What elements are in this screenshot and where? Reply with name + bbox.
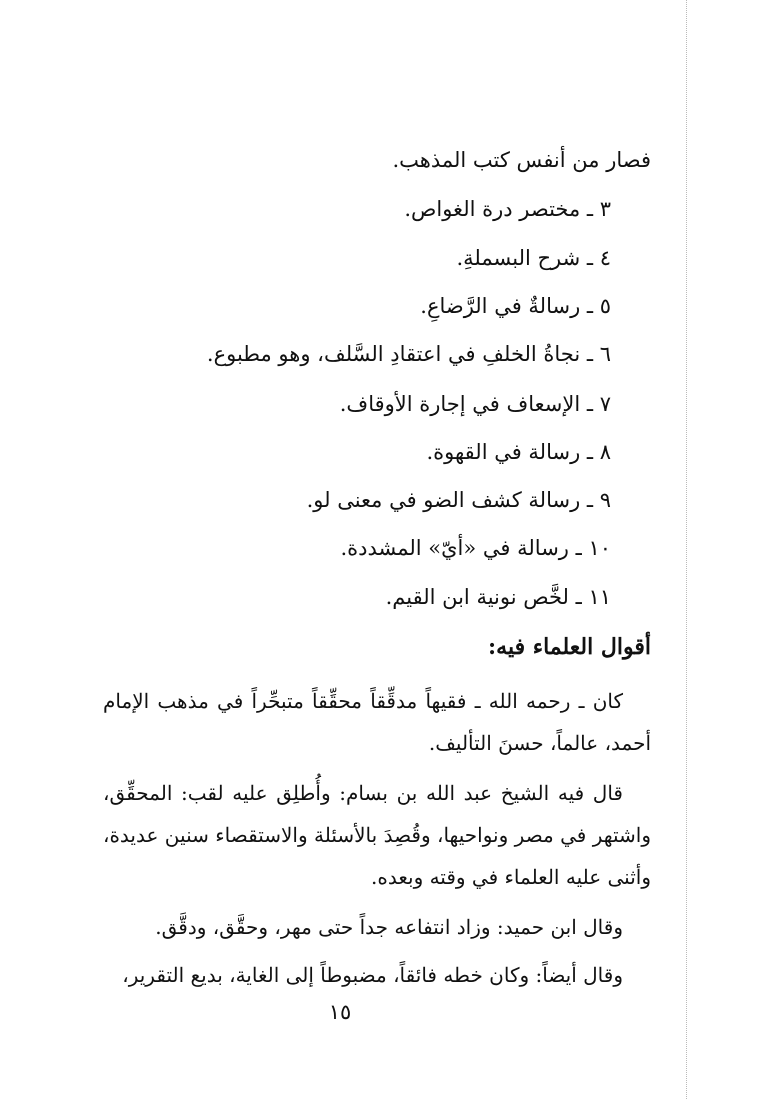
list-item: ٩ ـ رسالة كشف الضو في معنى لو. xyxy=(306,488,611,512)
list-item: ٤ ـ شرح البسملةِ. xyxy=(456,246,611,270)
list-item: ٦ ـ نجاةُ الخلفِ في اعتقادِ السَّلف، وهو مطبوع. xyxy=(206,342,611,366)
section-heading: أقوال العلماء فيه: xyxy=(488,634,651,660)
page-number: ١٥ xyxy=(328,1000,352,1024)
paragraph: كان ـ رحمه الله ـ فقيهاً مدقِّقاً محقِّقاً متبحِّراً في مذهب الإمام أحمد، عالماً، حسنَ التأليف. xyxy=(103,689,651,755)
list-item: ٥ ـ رسالةٌ في الرَّضاعِ. xyxy=(420,294,611,318)
list-item: ١٠ ـ رسالة في «أيّ» المشددة. xyxy=(340,536,611,560)
list-item: ١١ ـ لخَّص نونية ابن القيم. xyxy=(385,585,611,609)
paragraph: وقال أيضاً: وكان خطه فائقاً، مضبوطاً إلى الغاية، بديع التقرير، xyxy=(122,963,623,987)
paragraph: وقال ابن حميد: وزاد انتفاعه جداً حتى مهر، وحقَّق، ودقَّق. xyxy=(155,915,623,939)
list-item: ٨ ـ رسالة في القهوة. xyxy=(426,440,611,464)
list-item: فصار من أنفس كتب المذهب. xyxy=(392,148,651,172)
paragraph: قال فيه الشيخ عبد الله بن بسام: وأُطلِق عليه لقب: المحقِّق، واشتهر في مصر ونواحيها، وقُصِدَ بالأسئلة والاستقصاء سنين عديدة، وأثنى عليه العلماء في وقته وبعده. xyxy=(103,781,651,889)
list-item: ٧ ـ الإسعاف في إجارة الأوقاف. xyxy=(339,392,611,416)
list-item: ٣ ـ مختصر درة الغواص. xyxy=(404,197,611,221)
page-edge-divider xyxy=(686,0,687,1099)
